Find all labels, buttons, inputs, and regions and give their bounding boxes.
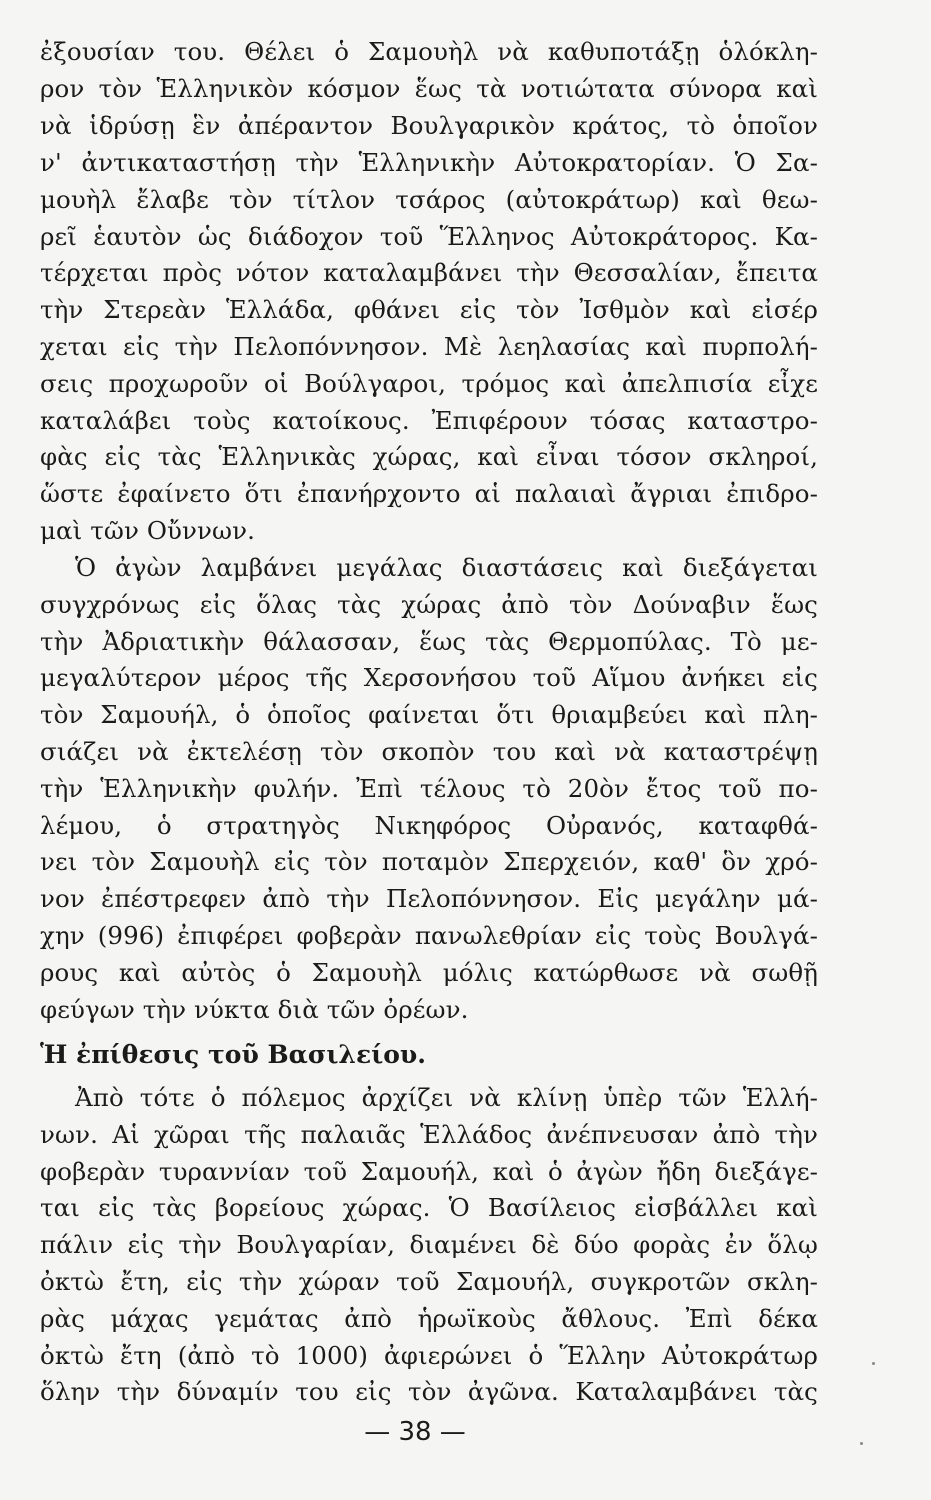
paragraph-2-line: μεγαλύτερον μέρος τῆς Χερσονήσου τοῦ Αἵμου ἀνήκει εἰς: [40, 663, 818, 692]
paragraph-2-line: Ὁ ἀγὼν λαμβάνει μεγάλας διαστάσεις καὶ διεξάγεται: [75, 553, 818, 582]
paragraph-2-line: λέμου, ὁ στρατηγὸς Νικηφόρος Οὐρανός, καταφθά-: [40, 811, 818, 840]
paragraph-1-line: μουὴλ ἔλαβε τὸν τίτλον τσάρος (αὐτοκράτωρ) καὶ θεω-: [40, 185, 818, 214]
paragraph-2-line: τὸν Σαμουήλ, ὁ ὁποῖος φαίνεται ὅτι θριαμβεύει καὶ πλη-: [40, 700, 818, 729]
scan-speck: [872, 1362, 875, 1365]
paragraph-2-line: χην (996) ἐπιφέρει φοβερὰν πανωλεθρίαν εἰς τοὺς Βουλγά-: [40, 921, 818, 950]
paragraph-1-line: νὰ ἱδρύσῃ ἓν ἀπέραντον Βουλγαρικὸν κράτος, τὸ ὁποῖον: [40, 111, 818, 140]
paragraph-3-line: φοβερὰν τυραννίαν τοῦ Σαμουήλ, καὶ ὁ ἀγὼν ἤδη διεξάγε-: [40, 1157, 818, 1186]
paragraph-2-line: νει τὸν Σαμουὴλ εἰς τὸν ποταμὸν Σπερχειόν, καθ' ὃν χρό-: [40, 847, 818, 876]
paragraph-3-line: Ἀπὸ τότε ὁ πόλεμος ἀρχίζει νὰ κλίνῃ ὑπὲρ τῶν Ἑλλή-: [75, 1083, 818, 1112]
section-heading: Ἡ ἐπίθεσις τοῦ Βασιλείου.: [40, 1040, 426, 1069]
paragraph-1-line: τέρχεται πρὸς νότον καταλαμβάνει τὴν Θεσσαλίαν, ἔπειτα: [40, 258, 818, 287]
paragraph-1-line: τὴν Στερεὰν Ἑλλάδα, φθάνει εἰς τὸν Ἰσθμὸν καὶ εἰσέρ: [40, 295, 818, 324]
paragraph-2-line: νον ἐπέστρεφεν ἀπὸ τὴν Πελοπόννησον. Εἰς μεγάλην μά-: [40, 884, 818, 913]
page-number: — 38 —: [364, 1417, 466, 1447]
paragraph-1-line: ἐξουσίαν του. Θέλει ὁ Σαμουὴλ νὰ καθυποτάξῃ ὁλόκλη-: [40, 37, 818, 66]
paragraph-3-line: ὀκτὼ ἔτη, εἰς τὴν χώραν τοῦ Σαμουήλ, συγκροτῶν σκλη-: [40, 1267, 818, 1296]
paragraph-3-line: ὀκτὼ ἔτη (ἀπὸ τὸ 1000) ἀφιερώνει ὁ Ἕλλην Αὐτοκράτωρ: [40, 1341, 818, 1370]
paragraph-1-line: καταλάβει τοὺς κατοίκους. Ἐπιφέρουν τόσας καταστρο-: [40, 406, 818, 435]
paragraph-1-line: ν' ἀντικαταστήσῃ τὴν Ἑλληνικὴν Αὐτοκρατορίαν. Ὁ Σα-: [40, 148, 818, 177]
paragraph-3-line: ρὰς μάχας γεμάτας ἀπὸ ἡρωϊκοὺς ἄθλους. Ἐπὶ δέκα: [40, 1304, 818, 1333]
paragraph-2-line: φεύγων τὴν νύκτα διὰ τῶν ὀρέων.: [40, 995, 469, 1024]
paragraph-3-line: ται εἰς τὰς βορείους χώρας. Ὁ Βασίλειος εἰσβάλλει καὶ: [40, 1193, 818, 1222]
paragraph-2-line: συγχρόνως εἰς ὅλας τὰς χώρας ἀπὸ τὸν Δούναβιν ἕως: [40, 590, 818, 619]
paragraph-3-line: νων. Αἱ χῶραι τῆς παλαιᾶς Ἑλλάδος ἀνέπνευσαν ἀπὸ τὴν: [40, 1120, 818, 1149]
paragraph-1-line: σεις προχωροῦν οἱ Βούλγαροι, τρόμος καὶ ἀπελπισία εἶχε: [40, 369, 818, 398]
paragraph-1-line: ρεῖ ἑαυτὸν ὡς διάδοχον τοῦ Ἕλληνος Αὐτοκράτορος. Κα-: [40, 222, 818, 251]
paragraph-1-line: ὥστε ἐφαίνετο ὅτι ἐπανήρχοντο αἱ παλαιαὶ ἄγριαι ἐπιδρο-: [40, 479, 818, 508]
paragraph-1-line: ρον τὸν Ἑλληνικὸν κόσμον ἕως τὰ νοτιώτατα σύνορα καὶ: [40, 74, 818, 103]
scan-speck: [860, 1442, 863, 1445]
paragraph-1-line: φὰς εἰς τὰς Ἑλληνικὰς χώρας, καὶ εἶναι τόσον σκληροί,: [40, 442, 818, 471]
paragraph-3-line: ὅλην τὴν δύναμίν του εἰς τὸν ἀγῶνα. Καταλαμβάνει τὰς: [40, 1377, 818, 1406]
paragraph-1-line: μαὶ τῶν Οὔννων.: [40, 516, 256, 545]
paragraph-2-line: ρους καὶ αὐτὸς ὁ Σαμουὴλ μόλις κατώρθωσε νὰ σωθῇ: [40, 958, 818, 987]
paragraph-1-line: χεται εἰς τὴν Πελοπόννησον. Μὲ λεηλασίας καὶ πυρπολή-: [40, 332, 818, 361]
paragraph-2-line: σιάζει νὰ ἐκτελέσῃ τὸν σκοπὸν του καὶ νὰ καταστρέψῃ: [40, 737, 818, 766]
paragraph-2-line: τὴν Ἑλληνικὴν φυλήν. Ἐπὶ τέλους τὸ 20ὸν ἔτος τοῦ πο-: [40, 774, 818, 803]
paragraph-2-line: τὴν Ἀδριατικὴν θάλασσαν, ἕως τὰς Θερμοπύλας. Τὸ με-: [40, 627, 818, 656]
paragraph-3-line: πάλιν εἰς τὴν Βουλγαρίαν, διαμένει δὲ δύο φορὰς ἐν ὅλῳ: [40, 1230, 818, 1259]
